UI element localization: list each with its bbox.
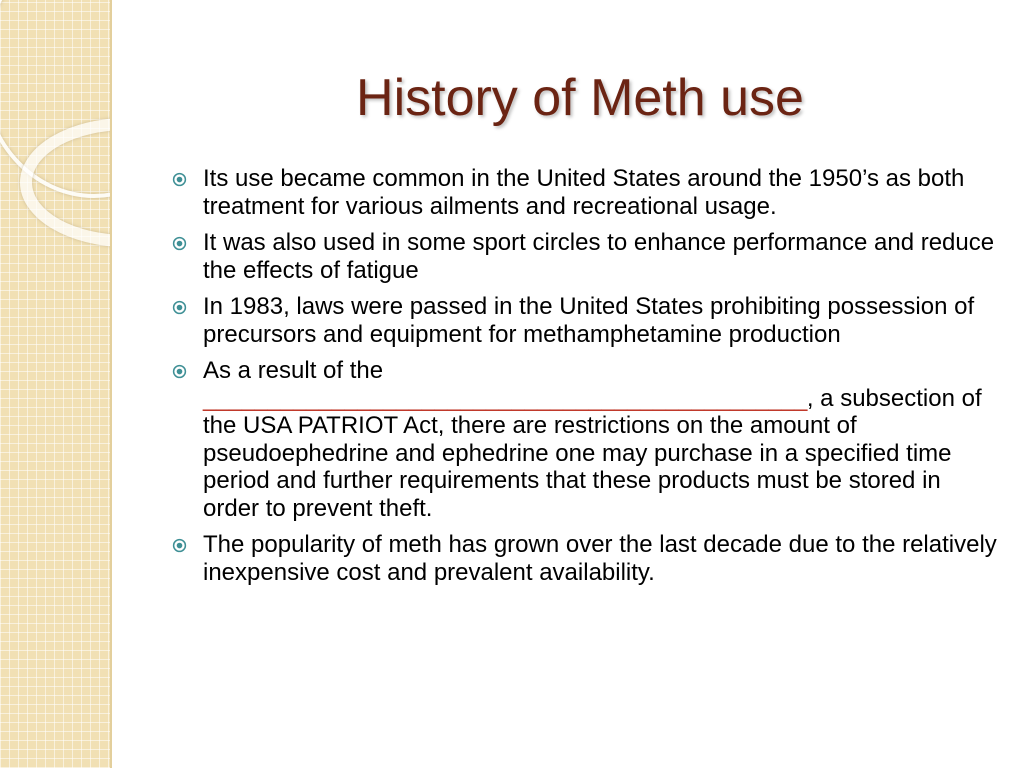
bullet-text xyxy=(203,357,1000,522)
bullet-text: Its use became common in the United States around the 1950’s as both treatment for various ailments and recreational usage. xyxy=(203,165,965,220)
bullet-item xyxy=(170,357,1000,522)
bullet-item xyxy=(170,165,1000,220)
circled-dot-bullet-icon xyxy=(172,172,187,187)
circled-dot-bullet-icon xyxy=(172,300,187,315)
bullet-text: The popularity of meth has grown over the last decade due to the relatively inexpensive cost and prevalent availability. xyxy=(203,531,997,586)
slide-title: History of Meth use xyxy=(356,69,804,127)
bullet-text: In 1983, laws were passed in the United States prohibiting possession of precursors and equipment for methamphetamine production xyxy=(203,293,975,348)
circled-dot-bullet-icon xyxy=(172,236,187,251)
decorative-side-band xyxy=(0,0,112,768)
bullet-text-before: As a result of the xyxy=(203,357,384,384)
bullet-item xyxy=(170,293,1000,348)
bullet-text: It was also used in some sport circles to enhance performance and reduce the effects of fatigue xyxy=(203,229,995,284)
bullet-item xyxy=(170,531,1000,586)
bullet-text-after: , a subsection of the USA PATRIOT Act, there are restrictions on the amount of pseudoephedrine and ephedrine one may purchase in a specified time period and further requirements that these products must be stored in order to prevent theft. xyxy=(203,384,982,522)
blank-hyperlink[interactable]: _______________________________________________ xyxy=(203,384,807,412)
circled-dot-bullet-icon xyxy=(172,538,187,553)
circled-dot-bullet-icon xyxy=(172,364,187,379)
bullet-item xyxy=(170,229,1000,284)
bullet-list xyxy=(170,165,1000,595)
